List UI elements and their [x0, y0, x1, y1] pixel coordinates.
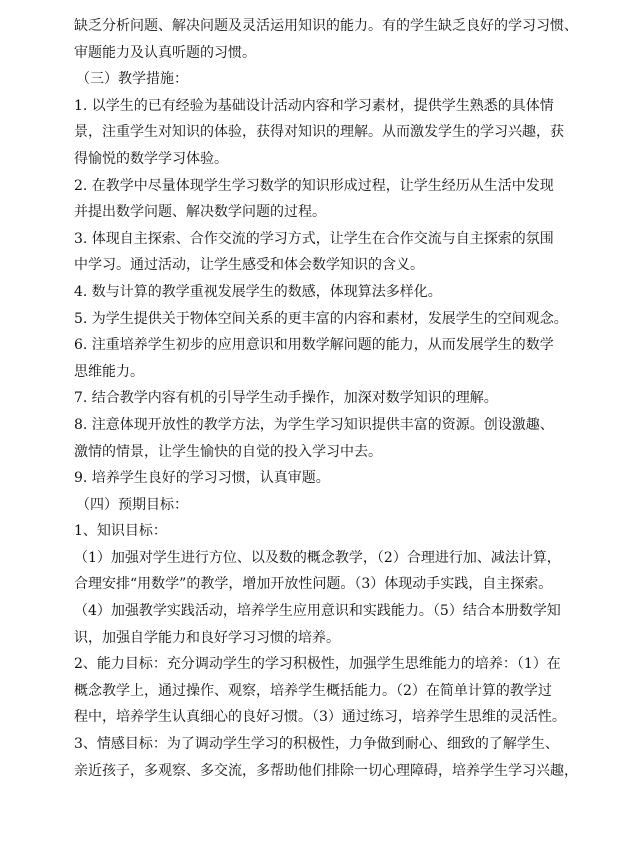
text-line: 思维能力。 — [74, 363, 144, 380]
text-line: 审题能力及认真听题的习惯。 — [74, 44, 256, 61]
text-line: 缺乏分析问题、解决问题及灵活运用知识的能力。有的学生缺乏良好的学习习惯、 — [74, 18, 578, 34]
text-line: 5. 为学生提供关于物体空间关系的更丰富的内容和素材，发展学生的空间观念。 — [74, 310, 568, 327]
text-line: 6. 注重培养学生初步的应用意识和用数学解问题的能力，从而发展学生的数学 — [74, 337, 554, 354]
document-body — [74, 13, 578, 784]
text-line: 得愉悦的数学学习体验。 — [74, 150, 228, 167]
text-line: 亲近孩子，多观察、多交流，多帮助他们排除一切心理障碍，培养学生学习兴趣， — [74, 762, 578, 779]
text-line: 概念教学上，通过操作、观察，培养学生概括能力。（2）在简单计算的教学过 — [74, 682, 552, 699]
text-line: 1、知识目标： — [74, 523, 167, 540]
section-heading: （四）预期目标： — [76, 496, 188, 513]
text-line: （4）加强教学实践活动，培养学生应用意识和实践能力。（5）结合本册数学知 — [74, 603, 561, 620]
text-line: 识，加强自学能力和良好学习习惯的培养。 — [74, 629, 340, 646]
text-line: 1. 以学生的已有经验为基础设计活动内容和学习素材，提供学生熟悉的具体情 — [74, 97, 554, 114]
text-line: 程中，培养学生认真细心的良好习惯。（3）通过练习，培养学生思维的灵活性。 — [74, 709, 566, 726]
text-line: 景，注重学生对知识的体验，获得对知识的理解。从而激发学生的学习兴趣，获 — [74, 124, 564, 141]
text-line: 激情的情景，让学生愉快的自觉的投入学习中去。 — [74, 443, 382, 460]
text-line: 中学习。通过活动，让学生感受和体会数学知识的含义。 — [74, 257, 424, 274]
text-line: 4. 数与计算的教学重视发展学生的数感，体现算法多样化。 — [74, 283, 442, 300]
text-line: 8. 注意体现开放性的教学方法，为学生学习知识提供丰富的资源。创设激趣、 — [74, 416, 554, 433]
text-line: 2. 在教学中尽量体现学生学习数学的知识形成过程，让学生经历从生活中发现 — [74, 177, 554, 194]
text-line: 并提出数学问题、解决数学问题的过程。 — [74, 204, 326, 221]
text-line: 2、能力目标：充分调动学生的学习积极性，加强学生思维能力的培养：（1）在 — [74, 656, 561, 673]
section-heading: （三）教学措施： — [76, 71, 188, 88]
text-line: 3、情感目标：为了调动学生学习的积极性，力争做到耐心、细致的了解学生、 — [74, 736, 559, 753]
text-line: 7. 结合教学内容有机的引导学生动手操作，加深对数学知识的理解。 — [74, 390, 498, 407]
text-line: 3. 体现自主探索、合作交流的学习方式，让学生在合作交流与自主探索的氛围 — [74, 230, 554, 247]
text-line: 合理安排“用数学”的教学，增加开放性问题。（3）体现动手实践，自主探索。 — [74, 576, 553, 593]
text-line: 9. 培养学生良好的学习习惯，认真审题。 — [74, 470, 330, 487]
text-line: （1）加强对学生进行方位、以及数的概念教学，（2）合理进行加、减法计算， — [74, 549, 561, 566]
